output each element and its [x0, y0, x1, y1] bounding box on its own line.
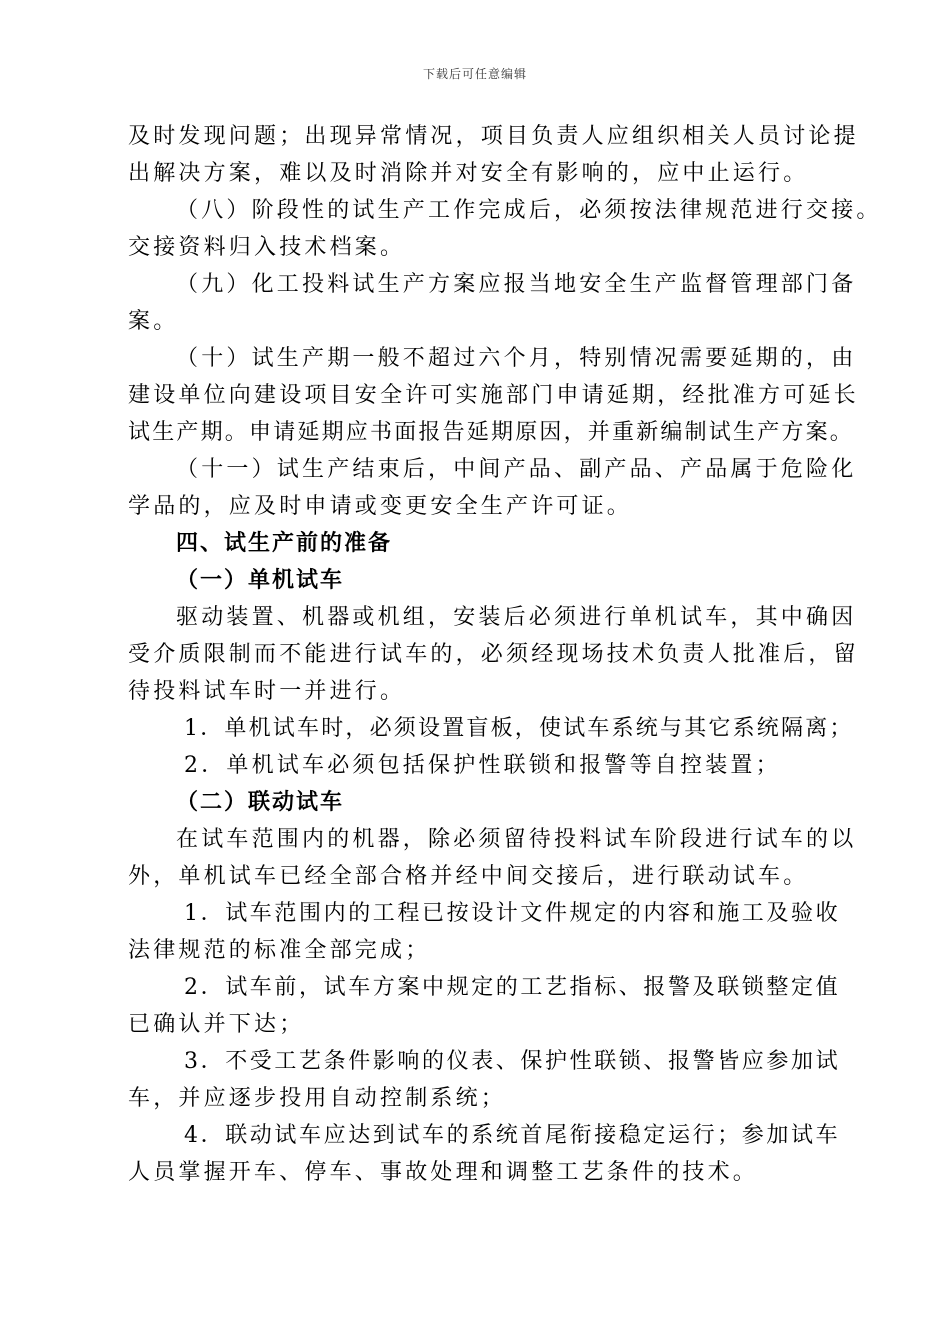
- document-body: [128, 118, 882, 1191]
- numbered-item: 2．试车前，试车方案中规定的工艺指标、报警及联锁整定值: [184, 975, 841, 1000]
- paragraph-start: （九）化工投料试生产方案应报当地安全生产监督管理部门备: [176, 272, 857, 297]
- numbered-item: 2．单机试车必须包括保护性联锁和报警等自控装置；: [184, 753, 781, 778]
- paragraph-start: （八）阶段性的试生产工作完成后，必须按法律规范进行交接。: [176, 198, 882, 223]
- subsection-heading: （一）单机试车: [176, 568, 345, 593]
- text-line: 及时发现问题；出现异常情况，项目负责人应组织相关人员讨论提: [128, 124, 859, 149]
- text-line: 车，并应逐步投用自动控制系统；: [128, 1086, 507, 1111]
- text-line: 人员掌握开车、停车、事故处理和调整工艺条件的技术。: [128, 1160, 759, 1185]
- text-line: 待投料试车时一并进行。: [128, 679, 406, 704]
- paragraph-start: （十）试生产期一般不超过六个月，特别情况需要延期的，由: [176, 346, 857, 371]
- numbered-item: 1．试车范围内的工程已按设计文件规定的内容和施工及验收: [184, 901, 841, 926]
- paragraph-start: 在试车范围内的机器，除必须留待投料试车阶段进行试车的以: [176, 827, 857, 852]
- text-line: 学品的，应及时申请或变更安全生产许可证。: [128, 494, 633, 519]
- paragraph-start: 驱动装置、机器或机组，安装后必须进行单机试车，其中确因: [176, 605, 857, 630]
- text-line: 案。: [128, 309, 179, 334]
- text-line: 交接资料归入技术档案。: [128, 235, 406, 260]
- text-line: 已确认并下达；: [128, 1012, 305, 1037]
- section-heading: 四、试生产前的准备: [176, 531, 393, 556]
- text-line: 试生产期。申请延期应书面报告延期原因，并重新编制试生产方案。: [128, 420, 855, 445]
- text-line: 出解决方案，难以及时消除并对安全有影响的，应中止运行。: [128, 161, 809, 186]
- numbered-item: 1．单机试车时，必须设置盲板，使试车系统与其它系统隔离；: [184, 716, 854, 741]
- subsection-heading: （二）联动试车: [176, 790, 345, 815]
- text-line: 法律规范的标准全部完成；: [128, 938, 431, 963]
- paragraph-start: （十一）试生产结束后，中间产品、副产品、产品属于危险化: [176, 457, 857, 482]
- page-header: 下载后可任意编辑: [422, 67, 527, 81]
- text-line: 建设单位向建设项目安全许可实施部门申请延期，经批准方可延长: [128, 383, 859, 408]
- text-line: 外，单机试车已经全部合格并经中间交接后，进行联动试车。: [128, 864, 809, 889]
- numbered-item: 3．不受工艺条件影响的仪表、保护性联锁、报警皆应参加试: [184, 1049, 841, 1074]
- text-line: 受介质限制而不能进行试车的，必须经现场技术负责人批准后，留: [128, 642, 859, 667]
- numbered-item: 4．联动试车应达到试车的系统首尾衔接稳定运行；参加试车: [184, 1123, 841, 1148]
